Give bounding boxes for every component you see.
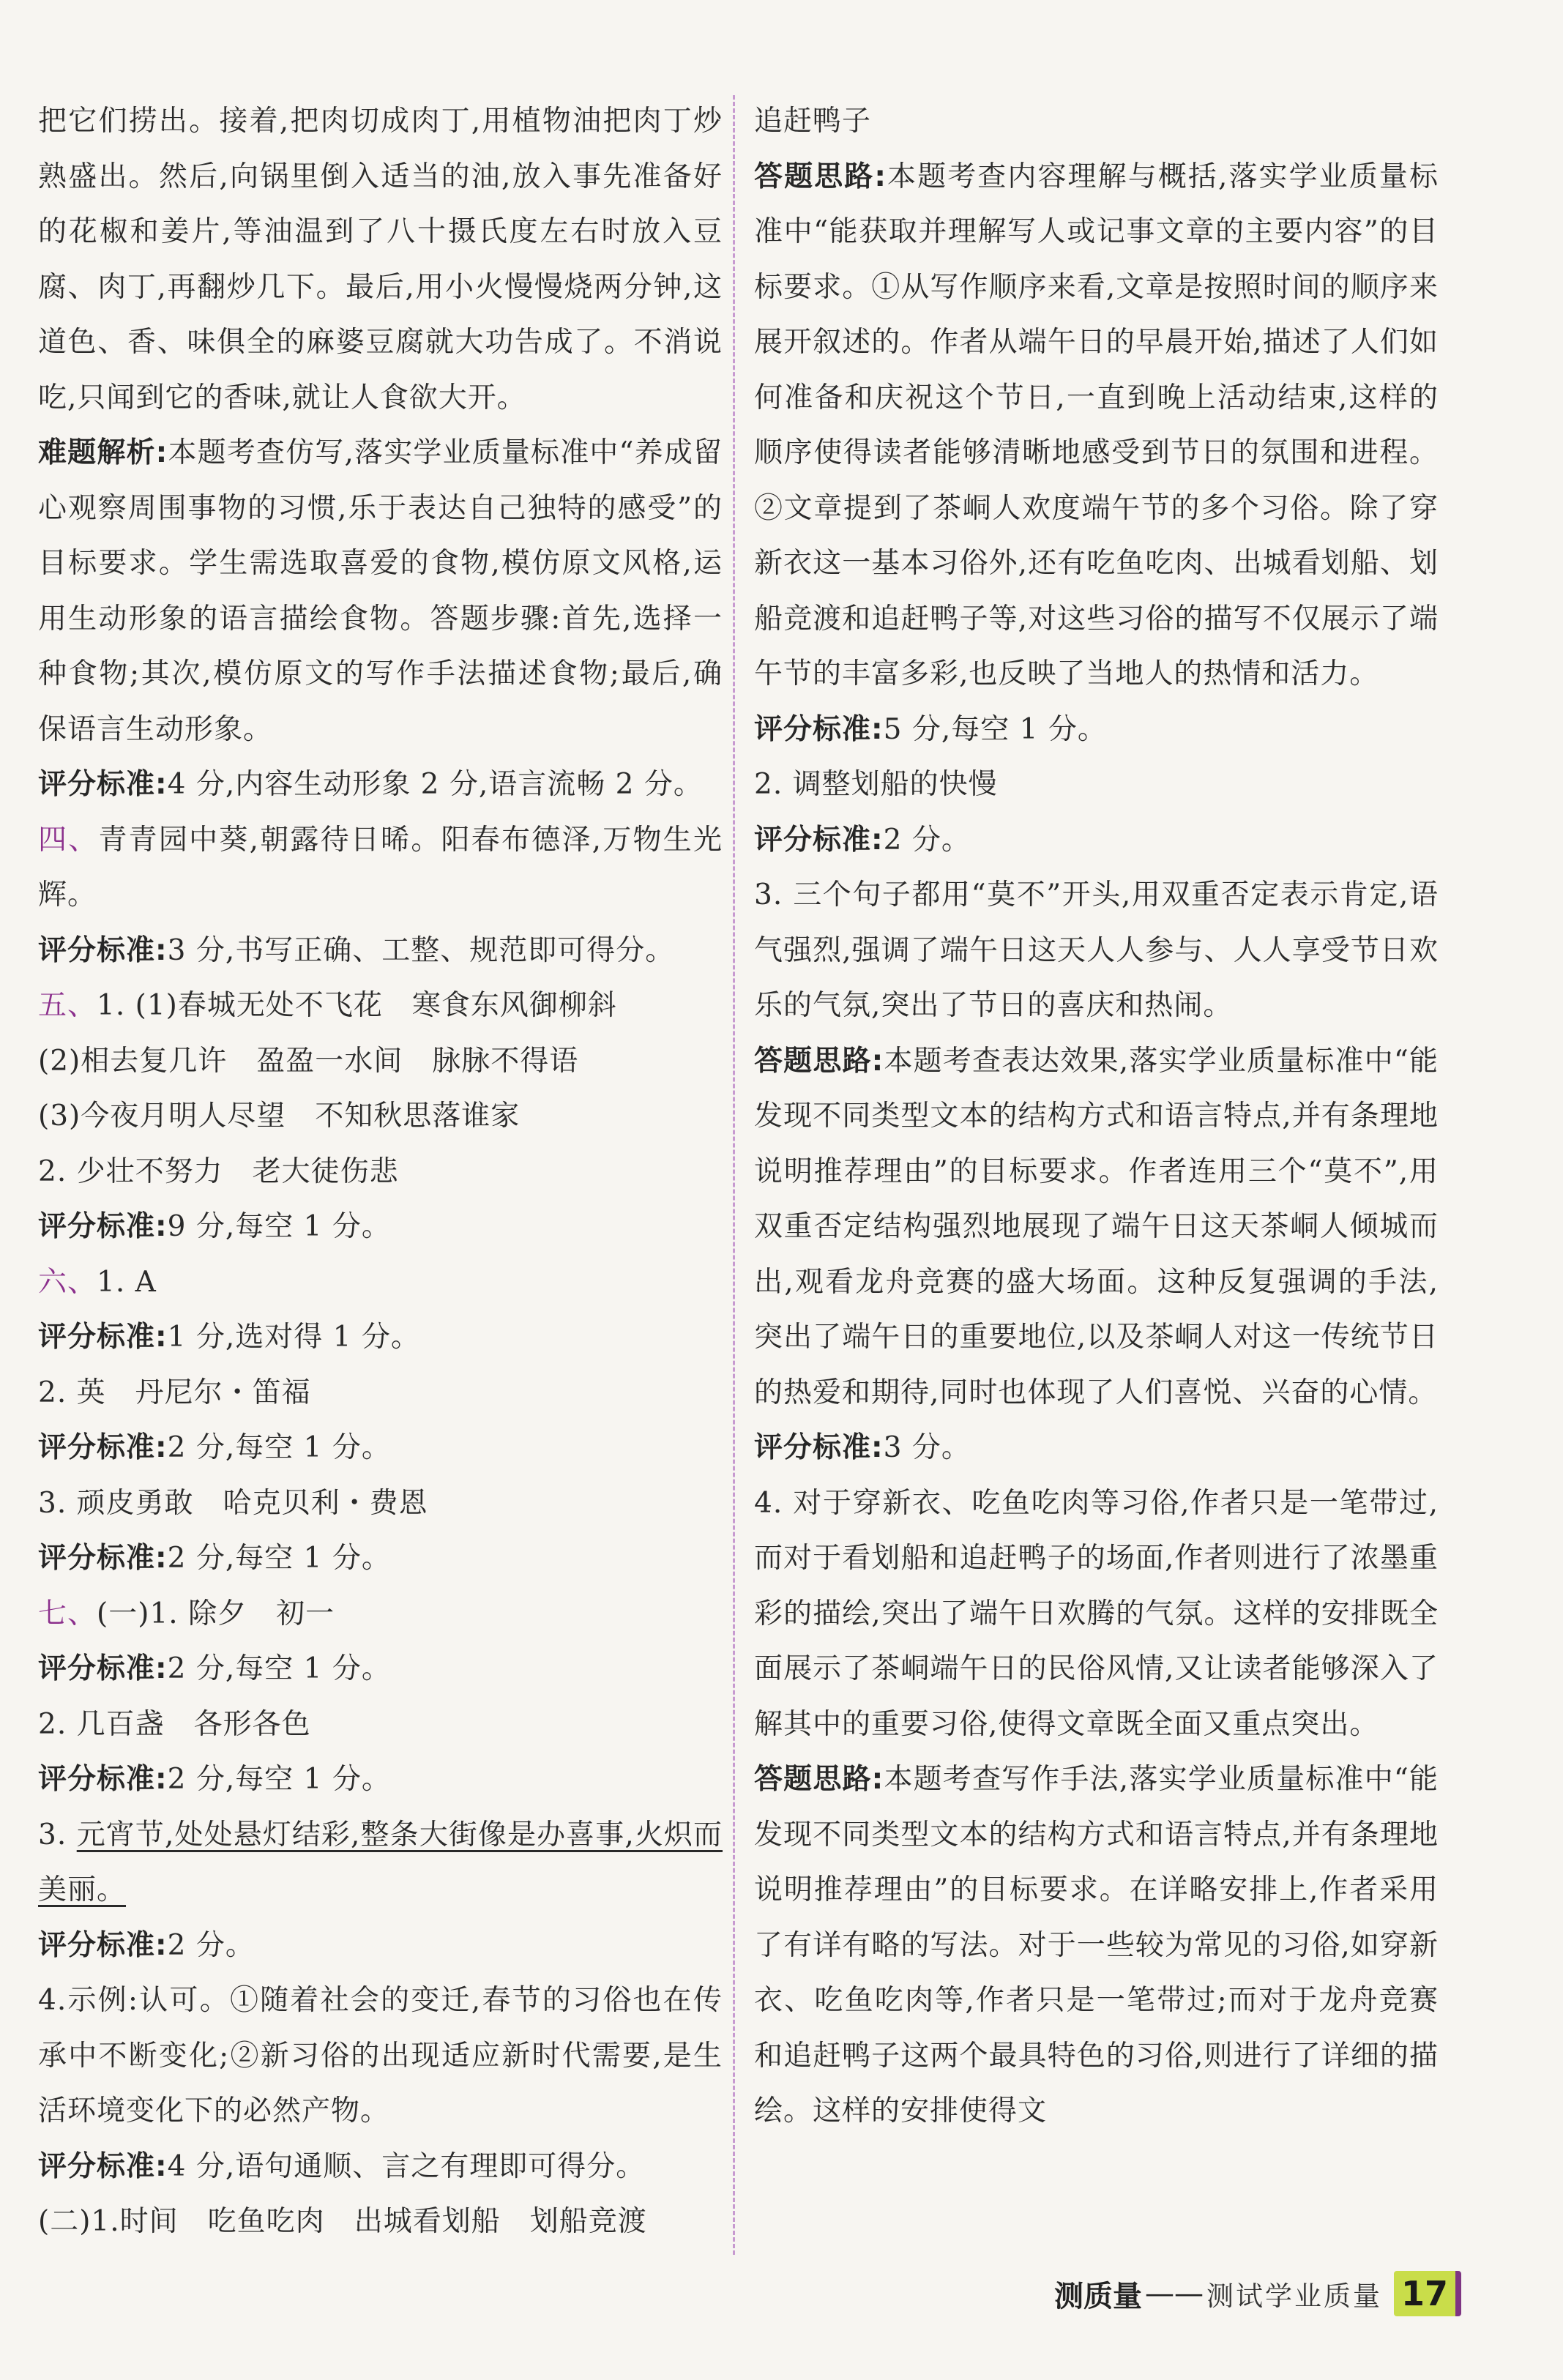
section-seven-q3: 3. 元宵节,处处悬灯结彩,整条大街像是办喜事,火炽而美丽。 bbox=[38, 1818, 723, 1906]
scoring-line: 评分标准:4 分,语句通顺、言之有理即可得分。 bbox=[38, 2149, 646, 2183]
section-number: 四、 bbox=[38, 823, 99, 857]
answer-continuation: 追赶鸭子 bbox=[754, 105, 872, 138]
section-six-q3: 3. 顽皮勇敢 哈克贝利・费恩 bbox=[38, 1486, 428, 1520]
scoring-line: 评分标准:2 分,每空 1 分。 bbox=[38, 1431, 391, 1464]
footer-brand: 测质量 bbox=[1054, 2279, 1142, 2313]
scoring-line: 评分标准:3 分,书写正确、工整、规范即可得分。 bbox=[38, 933, 675, 967]
analysis-label: 难题解析: bbox=[38, 436, 168, 469]
paragraph-thinking: 答题思路:本题考查内容理解与概括,落实学业质量标准中“能获取并理解写人或记事文章的主要内容”的目标要求。①从写作顺序来看,文章是按照时间的顺序来展开叙述的。作者从端午日的早晨开始,描述了人们如何准备和庆祝这个节日,一直到晚上活动结束,这样的顺序使得读者能够清晰地感受到节日的氛围和进程。②文章提到了茶峒人欢度端午节的多个习俗。除了穿新衣这一基本习俗外,还有吃鱼吃肉、出城看划船、划船竞渡和追赶鸭子等,对这些习俗的描写不仅展示了端午节的丰富多彩,也反映了当地人的热情和活力。 bbox=[754, 160, 1439, 690]
scoring-line: 评分标准:2 分,每空 1 分。 bbox=[38, 1652, 391, 1685]
section-number: 六、 bbox=[38, 1265, 97, 1299]
section-six-q1: 六、1. A bbox=[38, 1265, 157, 1299]
section-five-q1-1: 五、1. (1)春城无处不飞花 寒食东风御柳斜 bbox=[38, 989, 617, 1022]
section-four: 四、青青园中葵,朝露待日晞。阳春布德泽,万物生光辉。 bbox=[38, 823, 723, 911]
paragraph-analysis: 难题解析:本题考查仿写,落实学业质量标准中“养成留心观察周围事物的习惯,乐于表达自己独特的感受”的目标要求。学生需选取喜爱的食物,模仿原文风格,运用生动形象的语言描绘食物。答题步骤:首先,选择一种食物;其次,模仿原文的写作手法描述食物;最后,确保语言生动形象。 bbox=[38, 436, 723, 746]
column-divider bbox=[733, 95, 735, 2255]
paragraph-recipe: 把它们捞出。接着,把肉切成肉丁,用植物油把肉丁炒熟盛出。然后,向锅里倒入适当的油,放入事先准备好的花椒和姜片,等油温到了八十摄氏度左右时放入豆腐、肉丁,再翻炒几下。最后,用小火慢慢烧两分钟,这道色、香、味俱全的麻婆豆腐就大功告成了。不消说吃,只闻到它的香味,就让人食欲大开。 bbox=[38, 105, 723, 414]
scoring-line: 评分标准:2 分。 bbox=[38, 1928, 255, 1962]
section-seven-q1: 七、(一)1. 除夕 初一 bbox=[38, 1597, 335, 1630]
section-seven-part2-q1: (二)1.时间 吃鱼吃肉 出城看划船 划船竞渡 bbox=[38, 2205, 647, 2238]
scoring-line: 评分标准:2 分,每空 1 分。 bbox=[38, 1542, 391, 1575]
section-five-q2: 2. 少壮不努力 老大徒伤悲 bbox=[38, 1154, 399, 1188]
section-number: 七、 bbox=[38, 1597, 97, 1630]
section-six-q2: 2. 英 丹尼尔・笛福 bbox=[38, 1376, 311, 1409]
section-five-q1-3: (3)今夜月明人尽望 不知秋思落谁家 bbox=[38, 1100, 521, 1133]
scoring-line: 评分标准:9 分,每空 1 分。 bbox=[38, 1210, 391, 1243]
right-column bbox=[754, 94, 1439, 2139]
footer-slogan: 测试学业质量 bbox=[1206, 2280, 1382, 2312]
underlined-answer: 元宵节,处处悬灯结彩,整条大街像是办喜事,火炽而美丽。 bbox=[38, 1818, 723, 1906]
section-number: 五、 bbox=[38, 989, 97, 1022]
scoring-line: 评分标准:5 分,每空 1 分。 bbox=[754, 712, 1107, 746]
left-column bbox=[38, 94, 723, 2250]
question-2: 2. 调整划船的快慢 bbox=[754, 768, 998, 801]
paragraph-thinking: 答题思路:本题考查写作手法,落实学业质量标准中“能发现不同类型文本的结构方式和语言特点,并有条理地说明推荐理由”的目标要求。在详略安排上,作者采用了有详有略的写法。对于一些较为常见的习俗,如穿新衣、吃鱼吃肉等,作者只是一笔带过;而对于龙舟竞赛和追赶鸭子这两个最具特色的习俗,则进行了详细的描绘。这样的安排使得文 bbox=[754, 1763, 1439, 2127]
footer-separator: —— bbox=[1145, 2277, 1204, 2310]
question-4: 4. 对于穿新衣、吃鱼吃肉等习俗,作者只是一笔带过,而对于看划船和追赶鸭子的场面,作者则进行了浓墨重彩的描绘,突出了端午日欢腾的气氛。这样的安排既全面展示了茶峒端午日的民俗风情,又让读者能够深入了解其中的重要习俗,使得文章既全面又重点突出。 bbox=[754, 1486, 1439, 1741]
scoring-line: 评分标准:1 分,选对得 1 分。 bbox=[38, 1321, 420, 1354]
section-seven-q2: 2. 几百盏 各形各色 bbox=[38, 1707, 311, 1741]
section-five-q1-2: (2)相去复几许 盈盈一水间 脉脉不得语 bbox=[38, 1044, 579, 1078]
scoring-line: 评分标准:4 分,内容生动形象 2 分,语言流畅 2 分。 bbox=[38, 768, 703, 801]
page-footer bbox=[1054, 2268, 1461, 2319]
scoring-line: 评分标准:2 分,每空 1 分。 bbox=[38, 1763, 391, 1796]
scoring-line: 评分标准:3 分。 bbox=[754, 1431, 971, 1464]
page-number: 17 bbox=[1394, 2271, 1461, 2316]
paragraph-thinking: 答题思路:本题考查表达效果,落实学业质量标准中“能发现不同类型文本的结构方式和语言特点,并有条理地说明推荐理由”的目标要求。作者连用三个“莫不”,用双重否定结构强烈地展现了端午日这天茶峒人倾城而出,观看龙舟竞赛的盛大场面。这种反复强调的手法,突出了端午日的重要地位,以及茶峒人对这一传统节日的热爱和期待,同时也体现了人们喜悦、兴奋的心情。 bbox=[754, 1044, 1439, 1409]
question-3: 3. 三个句子都用“莫不”开头,用双重否定表示肯定,语气强烈,强调了端午日这天人人参与、人人享受节日欢乐的气氛,突出了节日的喜庆和热闹。 bbox=[754, 878, 1439, 1022]
section-seven-q4: 4.示例:认可。①随着社会的变迁,春节的习俗也在传承中不断变化;②新习俗的出现适应新时代需要,是生活环境变化下的必然产物。 bbox=[38, 1984, 723, 2127]
scoring-line: 评分标准:2 分。 bbox=[754, 823, 971, 857]
